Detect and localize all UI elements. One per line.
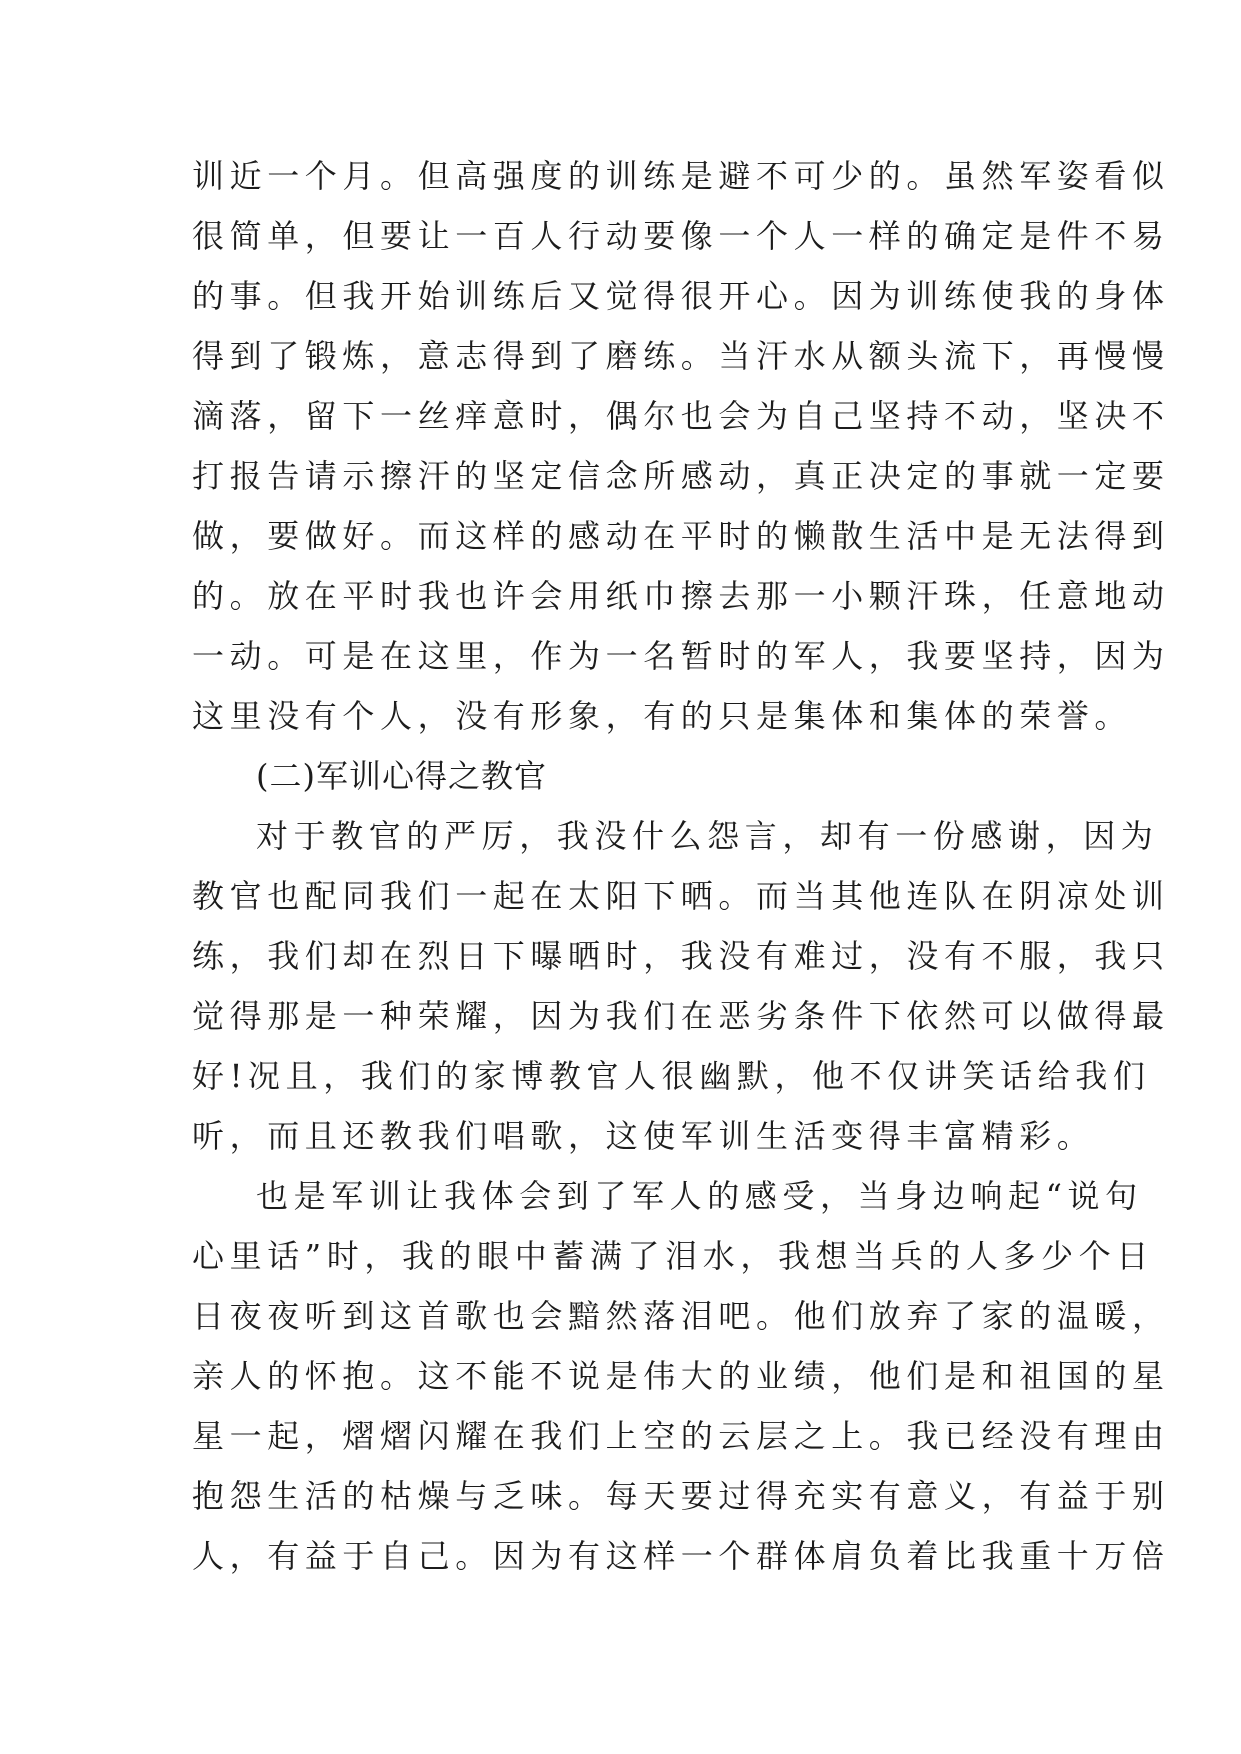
text-line: 星一起，熠熠闪耀在我们上空的云层之上。我已经没有理由 xyxy=(192,1417,1170,1455)
text-line: 心里话”时，我的眼中蓄满了泪水，我想当兵的人多少个日 xyxy=(192,1237,1154,1275)
text-line: 这里没有个人，没有形象，有的只是集体和集体的荣誉。 xyxy=(192,697,1133,735)
text-line: 觉得那是一种荣耀，因为我们在恶劣条件下依然可以做得最 xyxy=(192,997,1170,1035)
text-line: 打报告请示擦汗的坚定信念所感动，真正决定的事就一定要 xyxy=(192,457,1170,495)
text-line: 亲人的怀抱。这不能不说是伟大的业绩，他们是和祖国的星 xyxy=(192,1357,1170,1395)
text-line: 得到了锻炼，意志得到了磨练。当汗水从额头流下，再慢慢 xyxy=(192,337,1170,375)
text-line: 训近一个月。但高强度的训练是避不可少的。虽然军姿看似 xyxy=(192,157,1170,195)
text-line: 教官也配同我们一起在太阳下晒。而当其他连队在阴凉处训 xyxy=(192,877,1170,915)
text-line: 日夜夜听到这首歌也会黯然落泪吧。他们放弃了家的温暖， xyxy=(192,1297,1170,1335)
text-line: 抱怨生活的枯燥与乏味。每天要过得充实有意义，有益于别 xyxy=(192,1477,1170,1515)
text-line: 一动。可是在这里，作为一名暂时的军人，我要坚持，因为 xyxy=(192,637,1170,675)
paragraph-first-line: 也是军训让我体会到了军人的感受，当身边响起“说句 xyxy=(256,1177,1143,1215)
text-line: 做，要做好。而这样的感动在平时的懒散生活中是无法得到 xyxy=(192,517,1170,555)
text-line: 练，我们却在烈日下曝晒时，我没有难过，没有不服，我只 xyxy=(192,937,1170,975)
paragraph-first-line: 对于教官的严厉，我没什么怨言，却有一份感谢，因为 xyxy=(256,817,1159,855)
text-line: 听，而且还教我们唱歌，这使军训生活变得丰富精彩。 xyxy=(192,1117,1095,1155)
text-line: 的事。但我开始训练后又觉得很开心。因为训练使我的身体 xyxy=(192,277,1170,315)
text-line: 滴落，留下一丝痒意时，偶尔也会为自己坚持不动，坚决不 xyxy=(192,397,1170,435)
section-heading: (二)军训心得之教官 xyxy=(256,757,547,795)
text-line: 很简单，但要让一百人行动要像一个人一样的确定是件不易 xyxy=(192,217,1170,255)
text-line: 的。放在平时我也许会用纸巾擦去那一小颗汗珠，任意地动 xyxy=(192,577,1170,615)
text-line: 人，有益于自己。因为有这样一个群体肩负着比我重十万倍 xyxy=(192,1537,1170,1575)
text-line: 好!况且，我们的家博教官人很幽默，他不仅讲笑话给我们 xyxy=(192,1057,1151,1095)
